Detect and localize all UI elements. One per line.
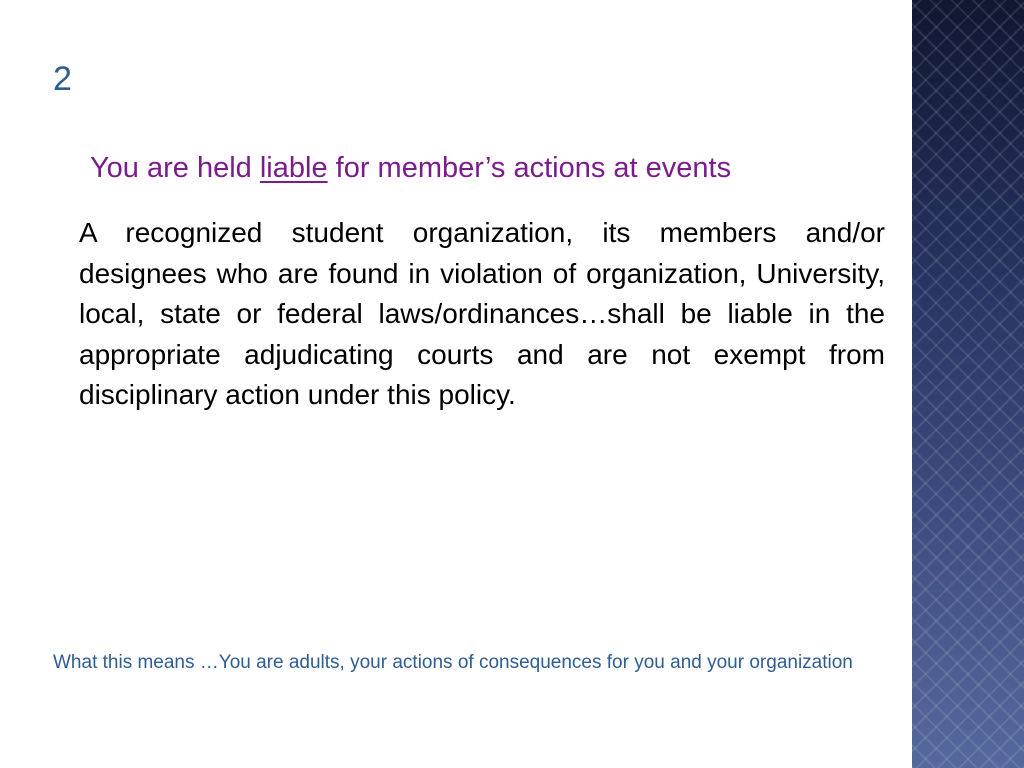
slide-title	[90, 152, 731, 185]
slide-number: 2	[53, 60, 72, 98]
slide-title-underlined-word: liable	[259, 152, 328, 184]
slide-title-start: You are held	[90, 152, 260, 184]
decorative-side-band	[912, 0, 1024, 768]
footnote-text: What this means …You are adults, your actions of consequences for you and your organization	[53, 652, 853, 673]
body-paragraph: A recognized student organization, its members and/or designees who are found in violation of organization, University, local, state or federal laws/ordinances…shall be liable in the appropriate adjudicating courts and are not exempt from disciplinary action under this policy.	[79, 217, 885, 410]
slide-title-end: for member’s actions at events	[327, 152, 732, 184]
